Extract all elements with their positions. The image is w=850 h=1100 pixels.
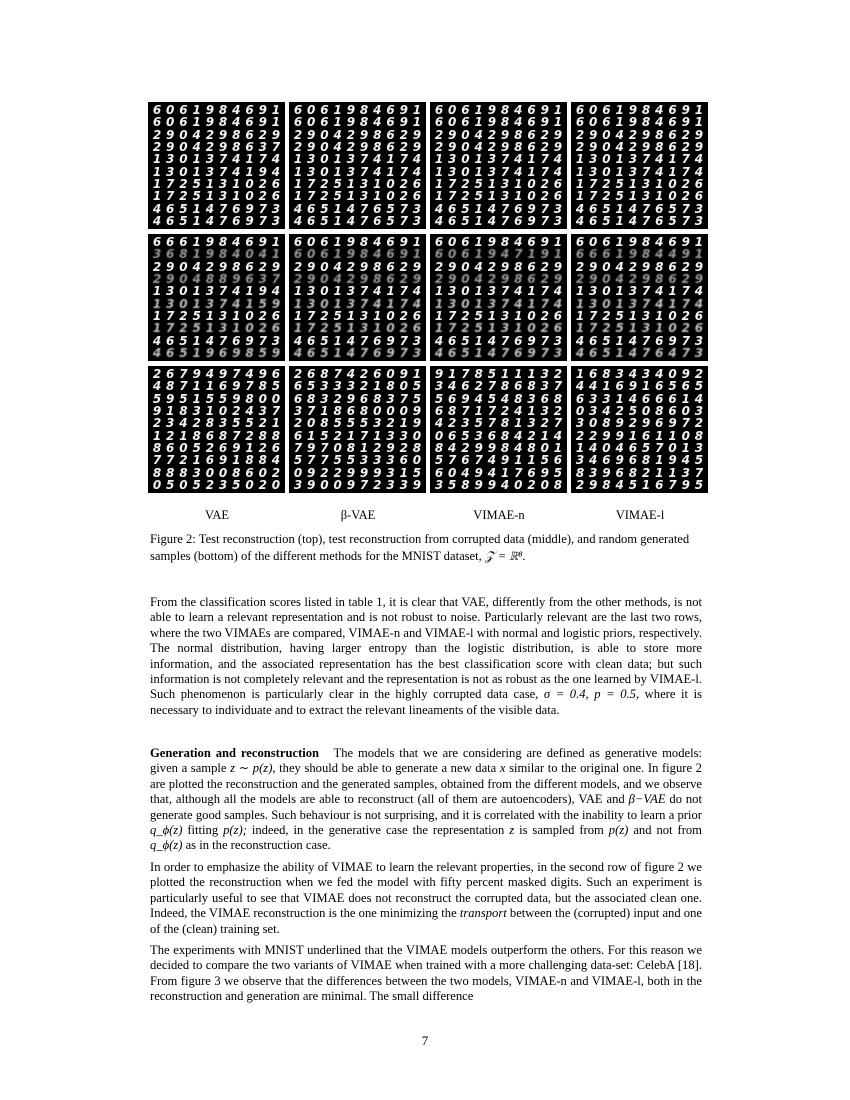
inline-math: p(z): [608, 823, 629, 838]
digit-row: 4 6 5 1 4 7 6 9 7 3: [434, 333, 563, 348]
digit-row: 6 0 6 1 9 8 4 6 9 1: [152, 115, 281, 130]
paragraph-generation: [150, 746, 702, 854]
digit-row: 2 9 0 4 2 9 8 6 2 9: [293, 127, 422, 142]
digit-row: 2 9 0 4 2 9 8 6 2 9: [293, 259, 422, 274]
digit-row: 2 0 8 5 5 5 3 2 1 9: [293, 416, 422, 431]
digit-row: 6 0 6 1 9 8 4 6 9 1: [293, 103, 422, 118]
digit-row: 6 1 5 2 1 7 1 3 3 0: [293, 428, 422, 443]
paragraph-text: do not generate good samples. Such behaviour is not surprising, and it is correlated with the inability to learn a prior: [150, 792, 702, 822]
digit-row: 6 8 3 2 9 6 8 3 7 5: [293, 391, 422, 406]
digit-row: 1 7 2 5 1 3 1 0 2 6: [293, 189, 422, 204]
digit-row: 7 9 7 0 8 1 2 9 2 8: [293, 440, 422, 455]
caption-math: 𝒵 = ℝ⁸.: [484, 549, 526, 563]
column-label-beta-vae: β-VAE: [340, 508, 376, 522]
sample-panel-test-reconstruction-3: [571, 102, 708, 229]
digit-row: 2 9 0 4 2 9 8 6 2 9: [152, 127, 281, 142]
inline-math: q_ϕ(z): [150, 838, 183, 853]
digit-row: 1 7 2 5 1 3 1 0 2 6: [434, 176, 563, 191]
paragraph-text: and not from: [633, 823, 702, 838]
digit-row: 2 9 0 4 2 9 8 6 2 9: [293, 140, 422, 155]
digit-row: 4 6 5 1 4 7 6 9 7 3: [152, 333, 281, 348]
digit-row: 5 7 6 7 4 9 1 1 5 6: [434, 453, 563, 468]
sample-panel-random-samples-3: [571, 366, 708, 493]
caption-text: Test reconstruction (top), test reconstruction from corrupted data (middle), and random generated samples (bottom) of the different methods for the MNIST dataset,: [150, 532, 690, 563]
digit-row: 1 4 0 4 6 5 7 0 1 3: [575, 440, 704, 455]
digit-row: 1 3 0 1 3 7 4 1 7 4: [293, 284, 422, 299]
sample-panel-corrupted-reconstruction-1: [289, 234, 426, 361]
digit-row: 3 7 1 8 6 8 0 0 0 9: [293, 404, 422, 419]
digit-row: 2 3 4 2 8 3 5 5 2 1: [152, 416, 281, 431]
digit-row: 2 6 7 9 4 9 7 4 9 6: [152, 367, 281, 382]
figure-caption: [150, 531, 710, 565]
digit-row: 1 7 2 5 1 3 1 0 2 6: [575, 176, 704, 191]
digit-row: 1 7 2 5 1 3 1 0 2 6: [434, 321, 563, 336]
digit-row: 6 0 6 1 9 8 4 6 9 1: [575, 103, 704, 118]
digit-row: 2 9 0 4 8 8 9 6 3 7: [152, 272, 281, 287]
digit-row: 2 9 8 4 5 1 6 7 9 5: [575, 477, 704, 492]
sample-panel-corrupted-reconstruction-3: [571, 234, 708, 361]
digit-row: 6 0 6 1 9 8 4 6 9 1: [293, 115, 422, 130]
paragraph-text: where it is necessary to individuate and to extract the relevant lineaments of the visible data.: [150, 687, 702, 717]
paragraph-text: indeed, in the generative case the representation: [251, 823, 505, 838]
inline-math: q_ϕ(z): [150, 823, 183, 838]
digit-row: 6 0 6 1 9 8 4 6 9 1: [293, 247, 422, 262]
digit-row: 3 0 8 9 2 9 6 9 7 2: [575, 416, 704, 431]
digit-row: 6 5 3 3 3 2 1 8 0 5: [293, 379, 422, 394]
digit-row: 1 7 2 5 1 3 1 0 2 6: [293, 321, 422, 336]
digit-row: 1 3 0 1 3 7 4 1 7 4: [293, 164, 422, 179]
inline-math: β−VAE: [628, 792, 666, 807]
digit-row: 1 7 2 5 1 3 1 0 2 6: [575, 308, 704, 323]
paragraph-celeba: [150, 943, 702, 1005]
digit-row: 1 7 2 5 1 3 1 0 2 6: [152, 321, 281, 336]
digit-row: 0 5 0 5 2 3 5 0 2 0: [152, 477, 281, 492]
sample-panel-corrupted-reconstruction-2: [430, 234, 567, 361]
digit-row: 4 6 5 1 4 7 6 5 7 3: [293, 201, 422, 216]
digit-row: 4 6 5 1 4 7 6 5 7 3: [293, 213, 422, 228]
inline-math: σ = 0.4, p = 0.5,: [543, 687, 640, 702]
digit-row: 1 3 0 1 3 7 4 1 7 4: [434, 152, 563, 167]
digit-row: 4 6 5 1 4 7 6 9 7 3: [434, 345, 563, 360]
digit-row: 4 6 5 1 4 7 6 9 7 3: [434, 213, 563, 228]
digit-row: 8 4 2 9 9 8 4 8 0 1: [434, 440, 563, 455]
digit-row: 0 6 5 3 6 8 4 2 1 4: [434, 428, 563, 443]
digit-row: 1 3 0 1 3 7 4 1 7 4: [575, 296, 704, 311]
digit-row: 2 9 0 4 2 9 8 6 2 9: [434, 259, 563, 274]
sample-panel-random-samples-2: [430, 366, 567, 493]
paragraph-masked-digits: [150, 860, 702, 937]
column-label-vimae-l: VIMAE-l: [615, 508, 665, 522]
inline-math: x: [499, 761, 506, 776]
digit-row: 4 6 5 1 9 6 9 8 5 9: [152, 345, 281, 360]
digit-row: 1 3 0 1 3 7 4 1 5 9: [152, 296, 281, 311]
digit-row: 0 9 2 2 9 9 9 3 1 5: [293, 465, 422, 480]
digit-row: 2 9 0 4 2 9 8 6 2 9: [434, 272, 563, 287]
digit-row: 4 6 5 1 4 7 6 9 7 3: [152, 201, 281, 216]
paragraph-classification: [150, 595, 702, 718]
digit-row: 4 6 5 1 4 7 6 9 7 3: [293, 345, 422, 360]
digit-row: 8 3 9 6 8 2 1 1 3 7: [575, 465, 704, 480]
digit-row: 2 9 0 4 2 9 8 6 2 9: [575, 272, 704, 287]
paragraph-text: The experiments with MNIST underlined that the VIMAE models outperform the others. For this reason we decided to compare the two variants of VIMAE when trained with a more challenging data-set: CelebA [18]. From figure 3 we observe that the differences between the two models, VIMAE-n and VIMAE-l, both in the reconstruction and generation are minimal. The small difference: [150, 943, 702, 1004]
digit-row: 9 1 7 8 5 1 1 1 3 2: [434, 367, 563, 382]
digit-row: 3 9 0 0 9 7 2 3 3 9: [293, 477, 422, 492]
digit-row: 4 2 3 5 7 8 1 3 2 7: [434, 416, 563, 431]
digit-row: 2 9 0 4 2 9 8 6 2 9: [152, 259, 281, 274]
digit-row: 5 7 7 5 5 3 3 3 6 0: [293, 453, 422, 468]
emphasis-text: transport: [459, 906, 507, 921]
sample-panel-corrupted-reconstruction-0: [148, 234, 285, 361]
paragraph-text: The models that we are considering are defined as generative models: given a sample: [150, 746, 703, 776]
inline-math: z: [509, 823, 515, 838]
digit-row: 4 6 5 1 4 7 6 4 7 3: [575, 345, 704, 360]
digit-row: 1 3 0 1 3 7 4 1 7 4: [434, 284, 563, 299]
digit-row: 4 6 5 1 4 7 6 9 7 3: [575, 333, 704, 348]
digit-row: 2 9 0 4 2 9 8 6 2 9: [575, 259, 704, 274]
paragraph-text: In order to emphasize the ability of VIMAE to learn the relevant properties, in the second row of figure 2 we plotted the reconstruction when we fed the model with fifty percent masked digits. Such an experiment is particularly useful to see that VIMAE does not reconstruct the corrupted data, but the associated clean one. Indeed, the VIMAE reconstruction is the one minimizing the: [150, 860, 702, 921]
digit-row: 6 0 4 9 4 1 7 6 9 5: [434, 465, 563, 480]
digit-row: 1 7 2 5 1 3 1 0 2 6: [152, 189, 281, 204]
digit-row: 4 8 7 1 1 6 9 7 8 5: [152, 379, 281, 394]
digit-row: 1 3 0 1 3 7 4 1 9 4: [152, 284, 281, 299]
digit-row: 4 6 5 1 4 7 6 9 7 3: [293, 333, 422, 348]
caption-label: Figure 2:: [150, 532, 196, 546]
digit-row: 3 6 8 1 9 8 4 0 4 1: [152, 247, 281, 262]
digit-row: 4 6 5 1 4 7 6 9 7 3: [434, 201, 563, 216]
digit-row: 1 7 2 5 1 3 1 0 2 6: [575, 321, 704, 336]
digit-row: 1 3 0 1 3 7 4 1 7 4: [575, 164, 704, 179]
digit-row: 6 6 6 1 9 8 4 6 9 1: [152, 235, 281, 250]
digit-row: 9 1 8 3 1 0 2 4 3 7: [152, 404, 281, 419]
digit-row: 1 7 2 5 1 3 1 0 2 6: [434, 308, 563, 323]
paragraph-text: fitting: [187, 823, 219, 838]
digit-row: 1 2 1 8 6 8 7 2 8 8: [152, 428, 281, 443]
sample-panel-random-samples-0: [148, 366, 285, 493]
inline-math: p(z);: [223, 823, 247, 838]
column-label-vae: VAE: [204, 508, 230, 522]
digit-row: 6 0 6 1 9 8 4 6 9 1: [575, 115, 704, 130]
paragraph-text: between the (corrupted) input and one of the (clean) training set.: [150, 906, 702, 936]
digit-row: 5 9 5 1 5 5 9 8 0 0: [152, 391, 281, 406]
sample-panel-test-reconstruction-0: [148, 102, 285, 229]
digit-row: 5 6 9 4 5 4 8 3 6 8: [434, 391, 563, 406]
digit-row: 1 7 2 5 1 3 1 0 2 6: [434, 189, 563, 204]
digit-row: 8 8 8 3 0 0 8 6 0 2: [152, 465, 281, 480]
digit-row: 1 3 0 1 3 7 4 1 7 4: [575, 152, 704, 167]
digit-row: 6 0 6 1 9 8 4 6 9 1: [293, 235, 422, 250]
digit-row: 1 7 2 5 1 3 1 0 2 6: [575, 189, 704, 204]
digit-row: 4 6 5 1 4 7 6 5 7 3: [575, 201, 704, 216]
digit-row: 1 7 2 5 1 3 1 0 2 6: [152, 176, 281, 191]
digit-row: 7 7 2 1 6 9 1 8 8 4: [152, 453, 281, 468]
sample-panel-random-samples-1: [289, 366, 426, 493]
digit-row: 3 5 8 9 9 4 0 2 0 8: [434, 477, 563, 492]
paragraph-text: they should be able to generate a new data: [279, 761, 497, 776]
sample-panel-test-reconstruction-2: [430, 102, 567, 229]
section-heading: Generation and reconstruction: [150, 746, 320, 760]
digit-row: 1 3 0 1 3 7 4 1 7 4: [575, 284, 704, 299]
digit-row: 6 0 6 1 9 8 4 6 9 1: [434, 103, 563, 118]
digit-row: 1 3 0 1 3 7 4 1 7 4: [434, 296, 563, 311]
column-label-vimae-n: VIMAE-n: [473, 508, 525, 522]
digit-row: 0 3 4 2 5 0 8 6 0 3: [575, 404, 704, 419]
digit-row: 2 9 0 4 2 9 8 6 3 7: [152, 140, 281, 155]
inline-math: z ∼ p(z),: [230, 761, 276, 776]
digit-row: 3 4 6 2 7 8 6 8 3 7: [434, 379, 563, 394]
digit-row: 1 3 0 1 3 7 4 1 7 4: [434, 164, 563, 179]
digit-row: 6 3 3 1 4 6 6 6 1 4: [575, 391, 704, 406]
digit-row: 6 0 6 1 9 4 7 1 9 1: [434, 247, 563, 262]
page-number: 7: [421, 1033, 429, 1048]
paragraph-text: From the classification scores listed in table 1, it is clear that VAE, differently from the other methods, is not able to learn a relevant representation and is not robust to noise. Particularly relevant are the last two rows, where the two VIMAEs are compared, VIMAE-n and VIMAE-l with normal and logistic priors, respectively. The normal distribution, having larger entropy than the logistic distribution, is able to store more information, and the associated representation has the best classification score with clean data; but such information is not completely relevant and the representation is not as robust as the one learned by VIMAE-l. Such phenomenon is particularly clear in the highly corrupted data case,: [150, 595, 702, 702]
digit-row: 2 9 0 4 2 9 8 6 2 9: [575, 127, 704, 142]
digit-row: 2 6 8 7 4 2 6 0 9 1: [293, 367, 422, 382]
digit-row: 1 7 2 5 1 3 1 0 2 6: [293, 176, 422, 191]
digit-row: 2 9 0 4 2 9 8 6 2 9: [293, 272, 422, 287]
digit-row: 6 0 6 1 9 8 4 6 9 1: [434, 235, 563, 250]
digit-row: 2 2 9 9 1 6 1 1 0 8: [575, 428, 704, 443]
digit-row: 2 9 0 4 2 9 8 6 2 9: [434, 140, 563, 155]
digit-row: 1 3 0 1 3 7 4 1 7 4: [293, 152, 422, 167]
digit-row: 1 3 0 1 3 7 4 1 9 4: [152, 164, 281, 179]
digit-row: 4 4 1 6 9 1 6 5 6 5: [575, 379, 704, 394]
digit-row: 1 6 8 3 4 3 4 0 9 2: [575, 367, 704, 382]
digit-row: 6 0 6 1 9 8 4 6 9 1: [152, 103, 281, 118]
digit-row: 1 7 2 5 1 3 1 0 2 6: [152, 308, 281, 323]
digit-row: 3 4 6 9 6 8 1 9 4 5: [575, 453, 704, 468]
paragraph-text: is sampled from: [519, 823, 604, 838]
digit-row: 4 6 5 1 4 7 6 5 7 3: [575, 213, 704, 228]
digit-row: 6 6 6 1 9 8 4 4 9 1: [575, 247, 704, 262]
digit-row: 1 7 2 5 1 3 1 0 2 6: [293, 308, 422, 323]
digit-row: 4 6 5 1 4 7 6 9 7 3: [152, 213, 281, 228]
digit-row: 6 0 6 1 9 8 4 6 9 1: [434, 115, 563, 130]
sample-panel-test-reconstruction-1: [289, 102, 426, 229]
digit-row: 1 3 0 1 3 7 4 1 7 4: [293, 296, 422, 311]
paragraph-text: similar to the original one. In figure 2 are plotted the reconstruction and the generated samples, obtained from the different models, and we observe that, although all the models are able to reconstruct (all of them are autoencoders), VAE and: [150, 761, 702, 807]
digit-row: 2 9 0 4 2 9 8 6 2 9: [434, 127, 563, 142]
paragraph-text: as in the reconstruction case.: [185, 838, 331, 853]
digit-row: 1 3 0 1 3 7 4 1 7 4: [152, 152, 281, 167]
digit-row: 2 9 0 4 2 9 8 6 2 9: [575, 140, 704, 155]
digit-row: 6 8 7 1 7 2 4 1 3 2: [434, 404, 563, 419]
digit-row: 8 6 0 5 2 6 9 1 2 6: [152, 440, 281, 455]
digit-row: 6 0 6 1 9 8 4 6 9 1: [575, 235, 704, 250]
